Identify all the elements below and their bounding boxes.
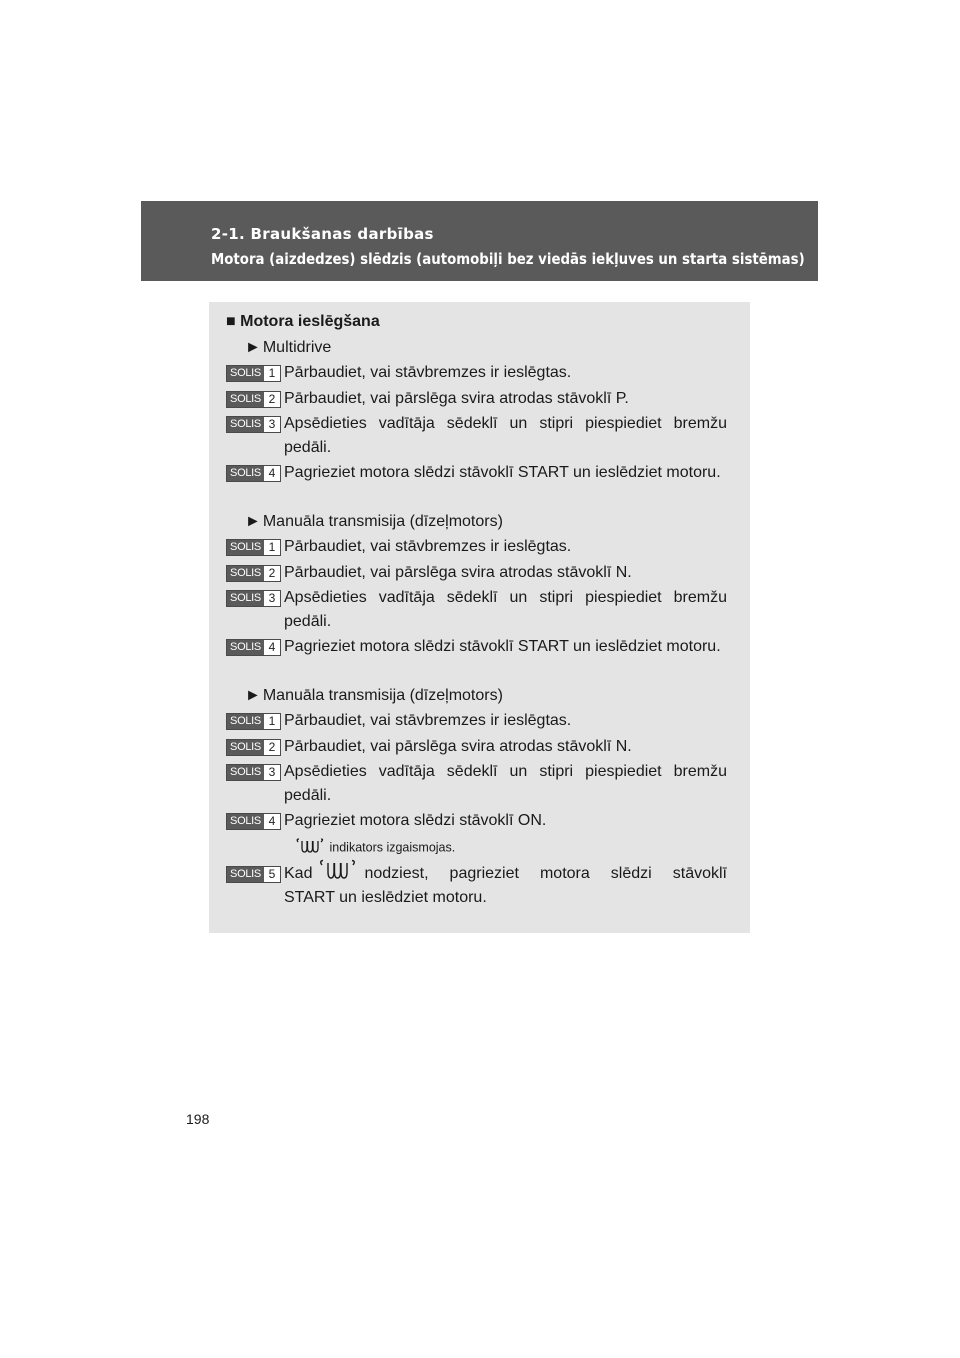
step-badge: SOLIS 4 (226, 639, 281, 656)
step-badge: SOLIS 3 (226, 416, 281, 433)
step-badge: SOLIS 3 (226, 590, 281, 607)
step-text: Pārbaudiet, vai stāvbremzes ir ieslēgtas. (284, 364, 572, 381)
section-label: 2-1. Braukšanas darbības (211, 225, 434, 243)
step-badge: SOLIS 2 (226, 739, 281, 756)
group-label: ► Multidrive (245, 339, 332, 356)
content-box (209, 302, 750, 933)
step-badge: SOLIS 1 (226, 365, 281, 382)
step-badge: SOLIS 2 (226, 565, 281, 582)
step-text: Pārbaudiet, vai pārslēga svira atrodas stāvoklī P. (284, 390, 629, 407)
step-badge: SOLIS 4 (226, 813, 281, 830)
glow-plug-indicator-icon (318, 859, 358, 889)
step-text: Pagrieziet motora slēdzi stāvoklī START un ieslēdziet motoru. (284, 638, 721, 655)
triangle-bullet-icon: ► (245, 513, 261, 530)
glow-plug-indicator-icon (294, 838, 326, 858)
section-header (141, 201, 818, 281)
step-text: Apsēdieties vadītāja sēdeklī un stipri piespiediet bremžu pedāli. (284, 415, 727, 456)
step-badge: SOLIS 4 (226, 465, 281, 482)
step-badge: SOLIS 1 (226, 713, 281, 730)
step-text: Pārbaudiet, vai pārslēga svira atrodas stāvoklī N. (284, 738, 632, 755)
step-badge: SOLIS 1 (226, 539, 281, 556)
step-text: Pagrieziet motora slēdzi stāvoklī ON. (284, 812, 547, 829)
indicator-note: indikators izgaismojas. (294, 838, 455, 858)
step-badge: SOLIS 5 (226, 866, 281, 883)
group-label: ► Manuāla transmisija (dīzeļmotors) (245, 513, 503, 530)
step-text: Pārbaudiet, vai stāvbremzes ir ieslēgtas. (284, 712, 572, 729)
page-title: Motora (aizdedzes) slēdzis (automobiļi bez viedās iekļuves un starta sistēmas) (211, 250, 805, 268)
group-label: ► Manuāla transmisija (dīzeļmotors) (245, 687, 503, 704)
step-text: Apsēdieties vadītāja sēdeklī un stipri piespiediet bremžu pedāli. (284, 589, 727, 630)
triangle-bullet-icon: ► (245, 687, 261, 704)
step-text: Apsēdieties vadītāja sēdeklī un stipri piespiediet bremžu pedāli. (284, 763, 727, 804)
page-number: 198 (186, 1111, 210, 1127)
step-text: Pārbaudiet, vai stāvbremzes ir ieslēgtas. (284, 538, 572, 555)
triangle-bullet-icon: ► (245, 339, 261, 356)
section-heading: ■ Motora ieslēgšana (226, 313, 380, 330)
step-badge: SOLIS 2 (226, 391, 281, 408)
step-badge: SOLIS 3 (226, 764, 281, 781)
step-text: Kad nodziest, pagrieziet motora slēdzi stāvoklī START un ieslēdziet motoru. (284, 862, 727, 910)
step-text: Pagrieziet motora slēdzi stāvoklī START un ieslēdziet motoru. (284, 464, 721, 481)
step-text: Pārbaudiet, vai pārslēga svira atrodas stāvoklī N. (284, 564, 632, 581)
